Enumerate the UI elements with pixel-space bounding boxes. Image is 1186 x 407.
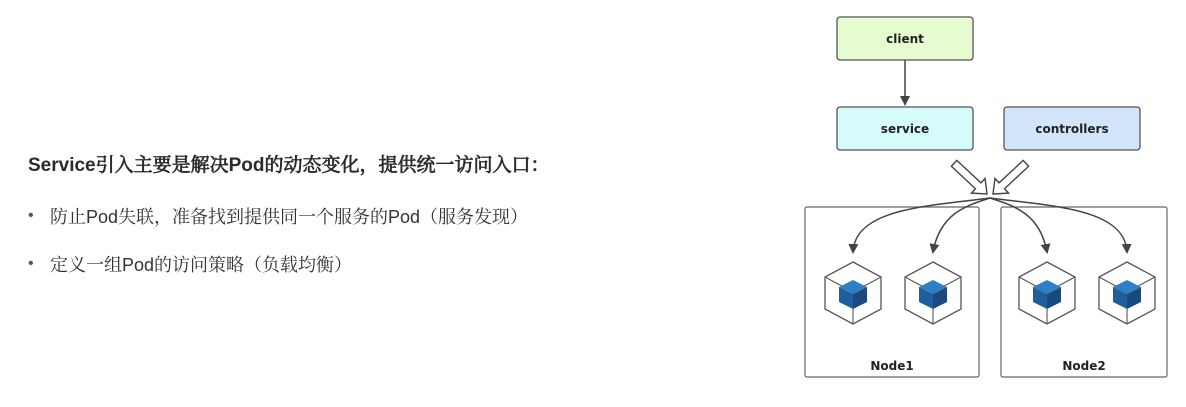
bullet-item-2 [28, 251, 550, 277]
controllers-label: controllers [1035, 122, 1109, 136]
node2-label: Node2 [1062, 359, 1106, 373]
bullet-dot: • [28, 207, 34, 224]
text-block [28, 150, 550, 299]
service-diagram [790, 0, 1186, 402]
node1-label: Node1 [870, 359, 914, 373]
service-label: service [880, 122, 930, 136]
client-label: client [886, 32, 924, 46]
controllers-hollow-arrow [986, 156, 1033, 201]
bullet-text-2: 定义一组Pod的访问策略（负载均衡） [50, 255, 353, 275]
service-hollow-arrow [947, 156, 994, 201]
heading: Service引入主要是解决Pod的动态变化，提供统一访问入口： [28, 155, 550, 176]
bullet-text-1: 防止Pod失联，准备找到提供同一个服务的Pod（服务发现） [50, 207, 529, 227]
bullet-dot: • [28, 255, 34, 272]
diagram-svg [790, 0, 1186, 402]
bullet-item-1 [28, 203, 550, 229]
